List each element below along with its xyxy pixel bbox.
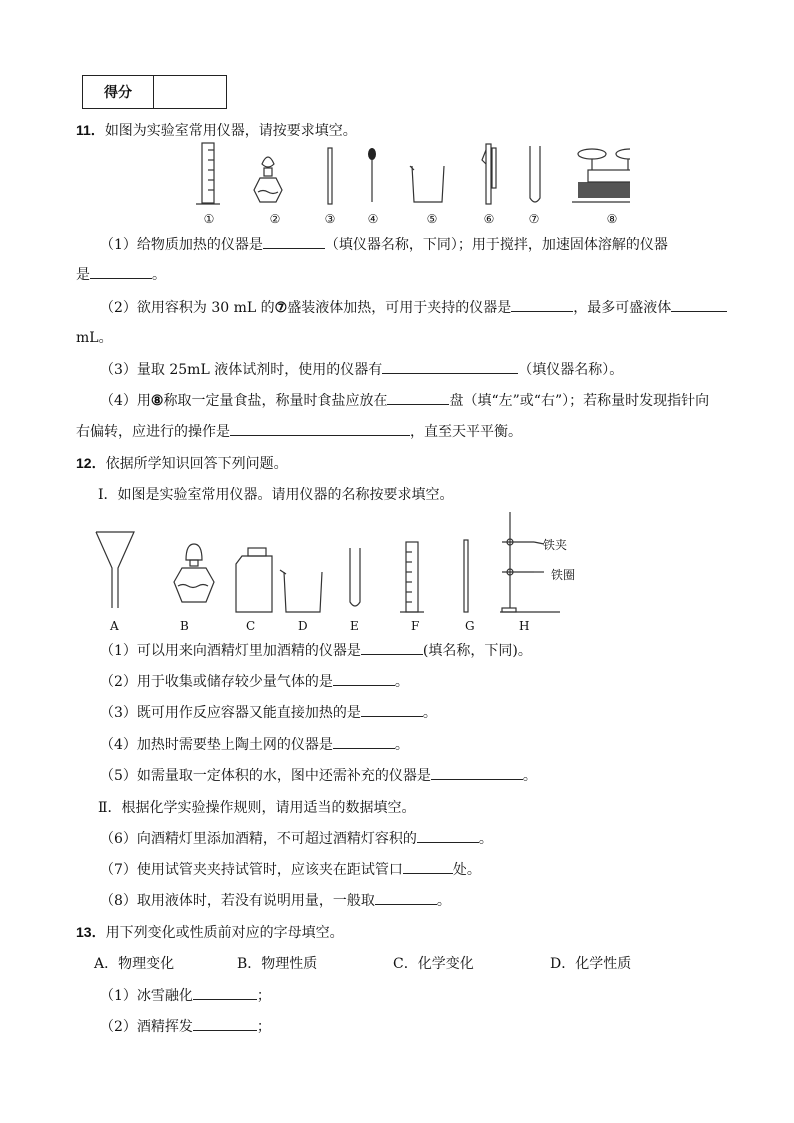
answer-blank[interactable] [263,234,325,249]
alcohol-lamp-icon [174,544,214,602]
q12-3: （3）既可用作反应容器又能直接加热的是 。 [100,702,437,722]
answer-blank[interactable] [333,734,395,749]
answer-blank[interactable] [193,1016,257,1031]
q12-figure [90,508,570,616]
score-value-cell[interactable] [154,76,226,108]
answer-blank[interactable] [403,859,453,874]
score-box [82,75,227,109]
fig-label-6: ⑥ [483,212,495,226]
q12-8: （8）取用液体时，若没有说明用量，一般取 。 [100,890,451,910]
fig-label-7: ⑦ [528,212,540,226]
choice-A: A．物理变化 [94,956,175,972]
q12-7: （7）使用试管夹夹持试管时，应该夹在距试管口 处。 [100,859,481,879]
dropper-icon [368,148,376,202]
answer-blank[interactable] [230,421,410,436]
gas-collecting-bottle-icon [236,548,272,612]
test-tube-holder-icon [482,144,496,204]
answer-blank[interactable] [387,390,449,405]
fig-label-5: ⑤ [426,212,438,226]
q12-5: （5）如需量取一定体积的水，图中还需补充的仪器是 。 [100,765,537,785]
q12-4: （4）加热时需要垫上陶土网的仪器是 。 [100,734,409,754]
label-iron-ring: 铁圈 [551,568,576,582]
q11-4-line2: 右偏转，应进行的操作是 ，直至天平平衡。 [76,421,522,441]
fig-label-3: ③ [324,212,336,226]
answer-blank[interactable] [90,264,152,279]
label-iron-clamp: 铁夹 [543,538,568,552]
glass-rod-icon [328,148,332,204]
choice-B: B．物理性质 [237,956,318,972]
answer-blank[interactable] [361,702,423,717]
beaker-icon [280,570,322,612]
fig-label-A: A [110,619,119,633]
choice-D: D．化学性质 [550,956,632,972]
q13-1: （1）冰雪融化 ； [100,985,271,1005]
test-tube-icon [530,146,540,202]
q11-1-line1: （1）给物质加热的仪器是 （填仪器名称，下同）；用于搅拌，加速固体溶解的仪器 [100,234,668,254]
answer-blank[interactable] [375,890,437,905]
q12-6: （6）向酒精灯里添加酒精，不可超过酒精灯容积的 。 [100,828,493,848]
choice-C: C．化学变化 [393,956,474,972]
balance-icon [572,149,630,202]
answer-blank[interactable] [382,359,518,374]
fig-label-D: D [298,619,308,633]
answer-blank[interactable] [193,985,257,1000]
fig-label-F: F [411,619,420,633]
q11-2-line2: mL。 [76,330,113,346]
q11-1-line2: 是 。 [76,264,166,284]
q11-figure [190,140,630,212]
fig-label-H: H [519,619,530,633]
graduated-cylinder-icon [400,542,424,612]
q11-2-line1: （2）欲用容积为 30 mL 的⑦盛装液体加热，可用于夹持的仪器是 ，最多可盛液体 [100,297,727,317]
beaker-icon [410,166,444,202]
fig-label-4: ④ [367,212,379,226]
q12-part2: Ⅱ．根据化学实验操作规则，请用适当的数据填空。 [98,800,416,816]
fig-label-G: G [465,619,475,633]
q11-title: 11．如图为实验室常用仪器，请按要求填空。 [76,122,357,139]
q12-part1: Ⅰ．如图是实验室常用仪器。请用仪器的名称按要求填空。 [98,487,454,503]
glass-rod-icon [464,540,468,612]
q12-title: 12．依据所学知识回答下列问题。 [76,455,288,472]
fig-label-B: B [180,619,189,633]
graduated-cylinder-icon [196,143,220,204]
q12-2: （2）用于收集或储存较少量气体的是 。 [100,671,409,691]
answer-blank[interactable] [431,765,523,780]
score-label: 得分 [83,76,154,108]
answer-blank[interactable] [417,828,479,843]
answer-blank[interactable] [671,297,727,312]
q12-1: （1）可以用来向酒精灯里加酒精的仪器是 (填名称，下同)。 [100,640,532,660]
answer-blank[interactable] [511,297,573,312]
answer-blank[interactable] [361,640,423,655]
q13-title: 13．用下列变化或性质前对应的字母填空。 [76,924,344,941]
q11-4-line1: （4）用⑧称取一定量食盐，称量时食盐应放在 盘（填“左”或“右”）；若称量时发现指针向 [100,390,709,410]
fig-label-E: E [350,619,359,633]
fig-label-8: ⑧ [606,212,618,226]
q11-3: （3）量取 25mL 液体试剂时，使用的仪器有 （填仪器名称）。 [100,359,623,379]
q13-2: （2）酒精挥发 ； [100,1016,271,1036]
fig-label-C: C [246,619,256,633]
iron-stand-icon [500,512,560,612]
answer-blank[interactable] [333,671,395,686]
alcohol-lamp-icon [254,157,282,202]
test-tube-icon [350,548,360,606]
fig-label-1: ① [203,212,215,226]
funnel-icon [96,532,134,608]
fig-label-2: ② [269,212,281,226]
